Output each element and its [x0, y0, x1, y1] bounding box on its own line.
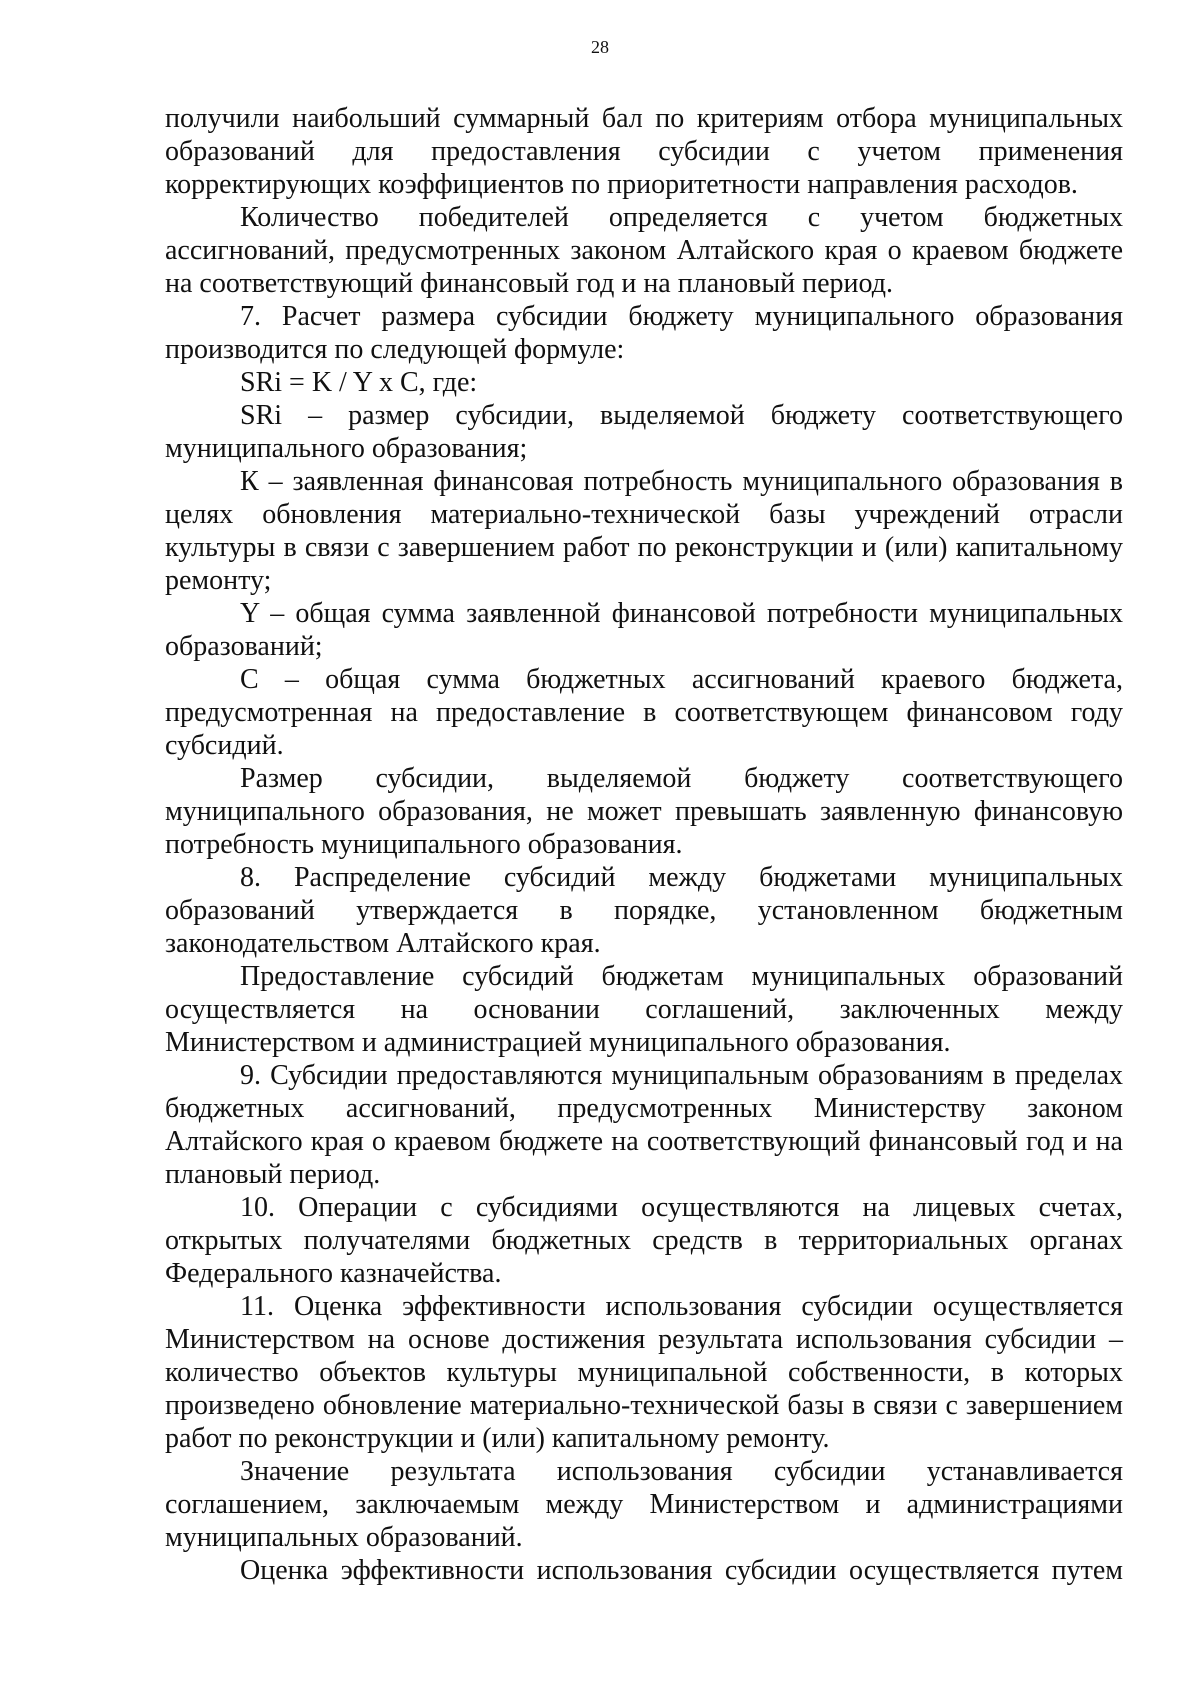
paragraph-continuation: получили наибольший суммарный бал по критериям отбора муниципальных образований для предоставления субсидии с учетом применения корректирующих коэффициентов по приоритетности направления расходов. [165, 103, 1123, 200]
paragraph-item-8: 8. Распределение субсидий между бюджетами муниципальных образований утверждается в порядке, установленном бюджетным законодательством Алтайского края. [165, 862, 1123, 959]
formula: SRi = K / Y x C, где: [240, 367, 478, 398]
paragraph-agreements: Предоставление субсидий бюджетам муниципальных образований осуществляется на основании соглашений, заключенных между Министерством и администрацией муниципального образования. [165, 961, 1123, 1058]
paragraph-def-sri: SRi – размер субсидии, выделяемой бюджету соответствующего муниципального образования; [165, 400, 1123, 464]
paragraph-def-y: Y – общая сумма заявленной финансовой потребности муниципальных образований; [165, 598, 1123, 662]
paragraph-def-k: К – заявленная финансовая потребность муниципального образования в целях обновления материально-технической базы учреждений отрасли культуры в связи с завершением работ по реконструкции и (или) капитальному ремонту; [165, 466, 1123, 596]
page-number: 28 [591, 37, 609, 57]
paragraph-winners-count: Количество победителей определяется с учетом бюджетных ассигнований, предусмотренных законом Алтайского края о краевом бюджете на соответствующий финансовый год и на плановый период. [165, 202, 1123, 299]
paragraph-efficiency-assessment: Оценка эффективности использования субсидии осуществляется путем [240, 1555, 1123, 1586]
paragraph-item-9: 9. Субсидии предоставляются муниципальным образованиям в пределах бюджетных ассигнований, предусмотренных Министерству законом Алтайского края о краевом бюджете на соответствующий финансовый год и на плановый период. [165, 1060, 1123, 1190]
paragraph-def-c: С – общая сумма бюджетных ассигнований краевого бюджета, предусмотренная на предоставление в соответствующем финансовом году субсидий. [165, 664, 1123, 761]
paragraph-item-11: 11. Оценка эффективности использования субсидии осуществляется Министерством на основе достижения результата использования субсидии – количество объектов культуры муниципальной собственности, в которых произведено обновление материально-технической базы в связи с завершением работ по реконструкции и (или) капитальному ремонту. [165, 1291, 1123, 1454]
paragraph-item-10: 10. Операции с субсидиями осуществляются на лицевых счетах, открытых получателями бюджетных средств в территориальных органах Федерального казначейства. [165, 1192, 1123, 1289]
document-body [165, 102, 1123, 1587]
paragraph-result-value: Значение результата использования субсидии устанавливается соглашением, заключаемым между Министерством и администрациями муниципальных образований. [165, 1456, 1123, 1553]
paragraph-subsidy-limit: Размер субсидии, выделяемой бюджету соответствующего муниципального образования, не может превышать заявленную финансовую потребность муниципального образования. [165, 763, 1123, 860]
paragraph-item-7: 7. Расчет размера субсидии бюджету муниципального образования производится по следующей формуле: [165, 301, 1123, 365]
